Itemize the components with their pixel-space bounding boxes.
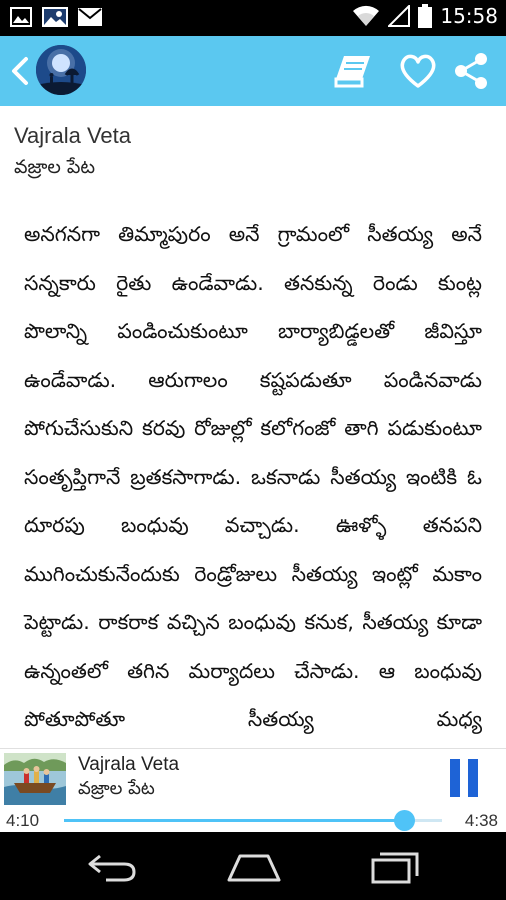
elapsed-time: 4:10 bbox=[6, 811, 40, 830]
story-content[interactable] bbox=[0, 106, 506, 748]
signal-icon bbox=[388, 5, 410, 27]
favorite-button[interactable] bbox=[398, 52, 438, 90]
photo-icon bbox=[42, 7, 68, 27]
heart-icon bbox=[398, 52, 438, 90]
nav-back-icon bbox=[86, 850, 138, 886]
boat-scene-icon bbox=[4, 753, 66, 805]
track-subtitle: వజ్రాల పేట bbox=[78, 778, 155, 799]
wifi-icon bbox=[352, 5, 380, 27]
audio-player bbox=[0, 748, 506, 833]
nav-home-icon bbox=[226, 850, 282, 886]
seek-bar-fill bbox=[64, 819, 404, 822]
back-icon bbox=[8, 56, 34, 86]
share-button[interactable] bbox=[453, 52, 489, 90]
nav-recents-button[interactable] bbox=[370, 850, 420, 886]
app-logo-avatar bbox=[36, 45, 86, 95]
clock: 15:58 bbox=[440, 4, 498, 28]
share-icon bbox=[453, 52, 489, 90]
moon-scene-icon bbox=[36, 45, 86, 95]
pause-button[interactable] bbox=[446, 759, 480, 797]
status-bar bbox=[0, 0, 506, 36]
system-nav-bar bbox=[0, 832, 506, 900]
track-title: Vajrala Veta bbox=[78, 754, 180, 775]
image-icon bbox=[10, 7, 32, 27]
story-subtitle: వజ్రాల పేట bbox=[14, 156, 96, 178]
book-icon bbox=[334, 53, 374, 89]
story-body-text: అనగనగా తిమ్మాపురం అనే గ్రామంలో సీతయ్య అనే సన్నకారు రైతు ఉండేవాడు. తనకున్న రెండు కుంట్ల పొలాన్ని పండించుకుంటూ బార్యాబిడ్డలతో జీవిస్తూ ఉండేవాడు. ఆరుగాలం కష్టపడుతూ పండినవాడు పోగుచేసుకుని కరవు రోజుల్లో కలోగంజో తాగి పడుకుంటూ సంతృప్తిగానే బ్రతకసాగాడు. ఒకనాడు సీతయ్య ఇంటికి ఓ దూరపు బంధువు వచ్చాడు. ఊళ్ళో తనపని ముగించుకునేందుకు రెండ్రోజులు సీతయ్య ఇంట్లో మకాం పెట్టాడు. రాకరాక వచ్చిన బంధువు కనుక, సీతయ్య కూడా ఉన్నంతలో తగిన మర్యాదలు చేసాడు. ఆ బంధువు పోతూపోతూ సీతయ్య మధ్య bbox=[24, 222, 482, 731]
seek-bar[interactable] bbox=[64, 819, 442, 822]
nav-home-button[interactable] bbox=[226, 850, 282, 886]
nav-back-button[interactable] bbox=[86, 850, 138, 886]
story-title: Vajrala Veta bbox=[14, 123, 132, 148]
pause-icon bbox=[450, 759, 460, 797]
back-button[interactable] bbox=[8, 56, 34, 86]
app-bar bbox=[0, 36, 506, 106]
total-time: 4:38 bbox=[464, 811, 498, 830]
book-button[interactable] bbox=[334, 53, 374, 89]
album-art[interactable] bbox=[4, 753, 66, 805]
nav-recents-icon bbox=[370, 850, 420, 886]
pause-icon-bar bbox=[468, 759, 478, 797]
mail-icon bbox=[78, 8, 102, 26]
seek-bar-thumb[interactable] bbox=[394, 810, 415, 831]
battery-icon bbox=[418, 4, 432, 28]
